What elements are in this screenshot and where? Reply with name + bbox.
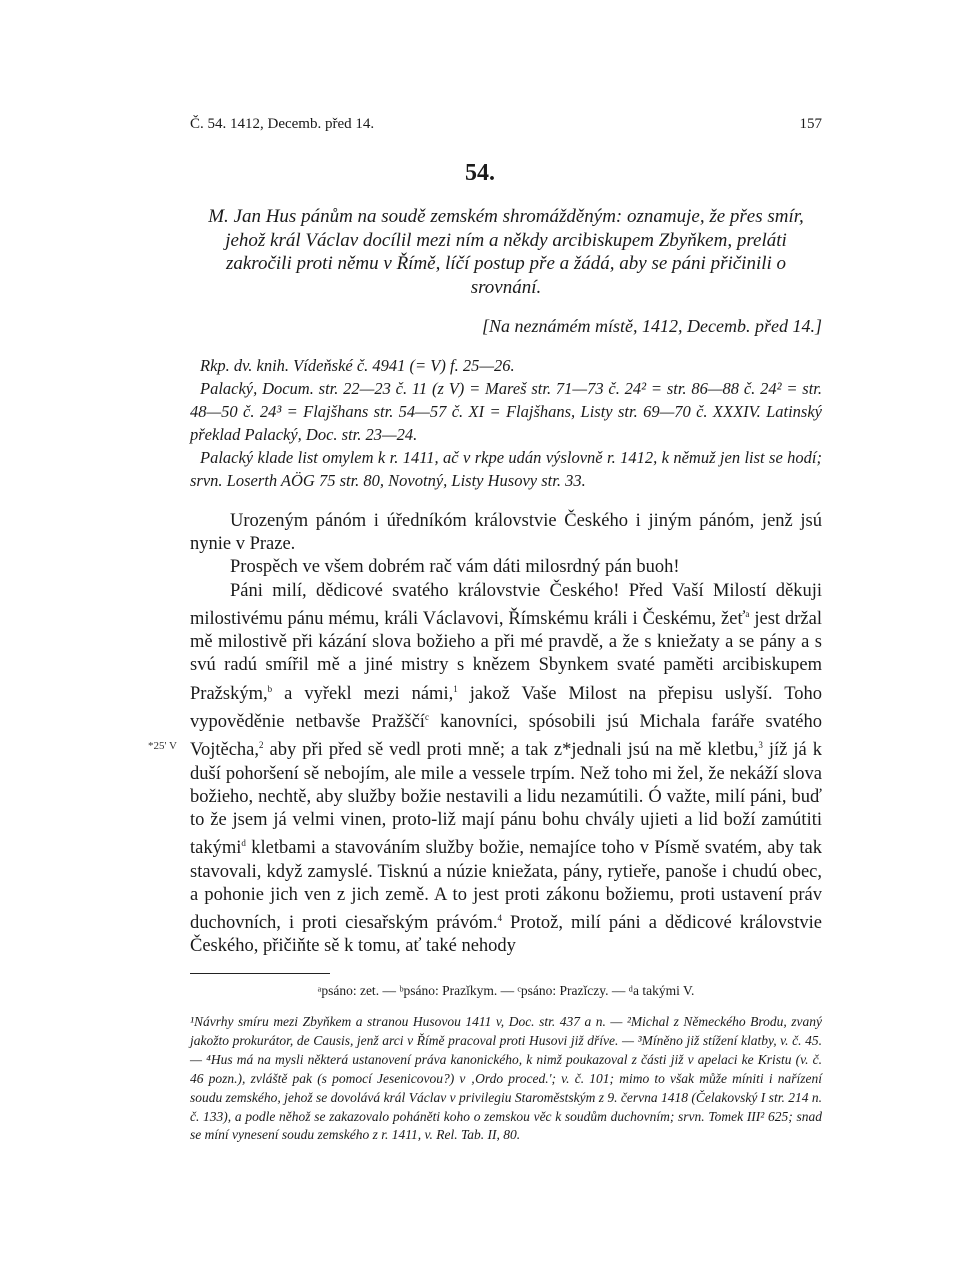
body-text-segment: jakož Vaše Milost na přepisu uslyší. Toho vypověděnie netbavše Pražščí xyxy=(190,683,822,733)
note-ref: a xyxy=(745,608,750,619)
letter-body xyxy=(190,580,822,959)
note-ref: 1 xyxy=(453,683,458,694)
body-text-segment: kletbami a stavováním služby božie, nemajíce toho v Písmě svatém, aby tak stavovali, když zamyslé. Tisknú a núzie kniežata, pány, rytieře, panoše i chudú obec, a pohonie jich ven z jich země. A to jest proti zákonu božiemu, proti ustavení práv duchovních, i proti ciesařským právóm. xyxy=(190,838,822,934)
body-text-segment: aby při před sě vedl proti mně; a tak z*jednali jsú na mě kletbu, xyxy=(263,740,759,761)
source-manuscript: Rkp. dv. knih. Vídeňské č. 4941 (= V) f. 25—26. xyxy=(200,356,515,375)
body-text-segment: kanovníci, spósobili jsú Michala faráře svatého Vojtěcha, xyxy=(190,712,822,761)
body-text-segment: jest držal mě milostivě při kázání slova božieho a při mé pravdě, a že s kniežaty a se pány a s svú radú smířil mě a jiné mistry s knězem Sbynkem svaté paměti arcibiskupem Pražským, xyxy=(190,608,822,704)
footnote-divider xyxy=(190,973,330,974)
letter-address: Urozeným pánóm i úředníkóm královstvie Českého i jiným pánóm, jenž jsú nynie v Praze. xyxy=(190,511,822,555)
body-text-segment: Páni milí, dědicové svatého královstvie Českého! Před Vaší Milostí děkuji milostivému pánu mému, králi Václavovi, Římskému králi i Českému, žeť xyxy=(190,580,822,629)
source-notes xyxy=(190,354,822,492)
running-head-title: Č. 54. 1412, Decemb. před 14. xyxy=(190,116,375,132)
note-ref: 2 xyxy=(259,740,264,751)
letter-text xyxy=(190,510,822,959)
letter-greeting: Prospěch ve všem dobrém rač vám dáti milosrdný pán buoh! xyxy=(230,557,680,578)
document-summary: M. Jan Hus pánům na soudě zemském shromážděným: oznamuje, že přes smír, jehož král Václav docílil mezi ním a někdy arcibiskupem Zbyňkem, preláti zakročili proti němu v Římě, líčí postup pře a žádá, aby se páni přičinili o srovnání. xyxy=(208,206,804,298)
footnotes: ¹Návrhy smíru mezi Zbyňkem a stranou Husovou 1411 v, Doc. str. 437 a n. — ²Michal z Německého Brodu, zvaný jakožto prokurátor, de Causis, jenž arci v Římě pracoval proti Husovi již dříve. — ³Míněno již stížení klatby, v. č. 45. — ⁴Hus má na mysli některá ustanovení práva kanonického, k nimž poukazoval z části již v apelaci ke Kristu (v. č. 46 pozn.), zvláště pak (s pomocí Jesenicovou?) v ‚Ordo proced.'; v. č. 101; mimo to však může míniti i nařízení soudu zemského, jehož se dovolává král Václav v privilegiu Staroměstským z 9. června 1418 (Čelakovský I str. 214 n. č. 133), a podle něhož se zakazovalo poháněti koho o zemskou věc k soudům duchovním; srvn. Tomek III² 625; snad se míní vynesení soudu zemského z r. 1411, v. Rel. Tab. II, 80. xyxy=(190,1014,822,1143)
note-ref: 3 xyxy=(758,740,763,751)
note-ref: c xyxy=(424,711,429,722)
place-date: [Na neznámém místě, 1412, Decemb. před 14.] xyxy=(482,316,822,336)
body-text-segment: jíž já k duší pohoršení sě nebojím, ale mile a vessele trpím. Než toho mi žel, že nekáží slova božieho, nechtě, aby služby božie nestavili a lidu nezamútili. Ó važte, milí páni, buď to že jsem já velmi vinen, proto-liž mají pánu bohu chvály ujieti a lid boží zamútiti takými xyxy=(190,740,822,859)
note-ref: d xyxy=(241,838,246,849)
note-ref: b xyxy=(267,683,273,694)
source-dating-note: Palacký klade list omylem k r. 1411, ač v rkpe udán výslovně r. 1412, k němuž jen list se hodí; srvn. Loserth AÖG 75 str. 80, Novotný, Listy Husovy str. 33. xyxy=(190,448,822,490)
body-text-segment: a vyřekl mezi námi, xyxy=(272,683,454,704)
margin-folio-note: *25' V xyxy=(148,740,177,752)
running-head xyxy=(190,116,822,133)
body-text-segment: Protož, milí páni a dědicové královstvie Českého, přičiňte sě k tomu, ať také nehody xyxy=(190,913,822,957)
document-number: 54. xyxy=(465,160,495,186)
source-editions: Palacký, Docum. str. 22—23 č. 11 (z V) = Mareš str. 71—73 č. 24² = str. 86—88 č. 24² = str. 48—50 č. 24³ = Flajšhans str. 54—57 č. XI = Flajšhans, Listy str. 69—70 č. XXXIV. Latinský překlad Palacký, Doc. str. 23—24. xyxy=(190,379,822,444)
note-ref: 4 xyxy=(497,913,503,924)
critical-apparatus: ᵃpsáno: zet. — ᵇpsáno: Prazǐkym. — ᶜpsáno: Prazǐczy. — ᵈa takými V. xyxy=(317,983,695,998)
page-number: 157 xyxy=(799,116,822,132)
